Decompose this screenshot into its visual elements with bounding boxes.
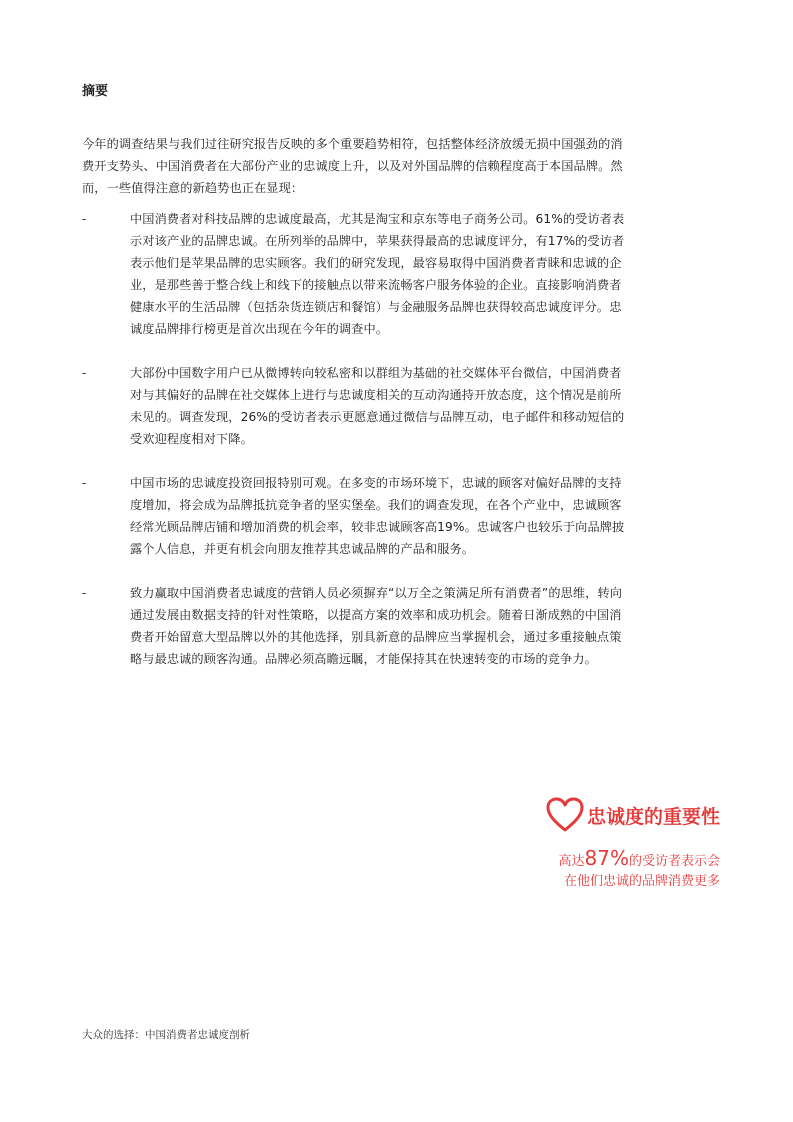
page-title: 摘要 <box>82 84 109 99</box>
bullet-marker: - <box>82 212 87 226</box>
callout-percentage: 87% <box>584 846 629 870</box>
bullet-marker: - <box>82 366 87 380</box>
loyalty-callout <box>520 796 720 892</box>
list-item <box>82 362 627 450</box>
heart-icon <box>545 796 585 834</box>
bullet-text: 致力赢取中国消费者忠诚度的营销人员必须摒弃“以万全之策满足所有消费者”的思维，转向通过发展由数据支持的针对性策略，以提高方案的效率和成功机会。随着日渐成熟的中国消费者开始留意大型品牌以外的其他选择，别具新意的品牌应当掌握机会，通过多重接触点策略与最忠诚的顾客沟通。品牌必须高瞻远瞩，才能保持其在快速转变的市场的竞争力。 <box>130 586 623 666</box>
bullet-marker: - <box>82 586 87 600</box>
list-item <box>82 582 627 670</box>
intro-paragraph: 今年的调查结果与我们过往研究报告反映的多个重要趋势相符，包括整体经济放缓无损中国强劲的消费开支势头、中国消费者在大部份产业的忠诚度上升，以及对外国品牌的信赖程度高于本国品牌。然而，一些值得注意的新趋势也正在显现： <box>82 137 623 195</box>
callout-line-1 <box>520 848 720 872</box>
bullet-text: 中国市场的忠诚度投资回报特别可观。在多变的市场环境下，忠诚的顾客对偏好品牌的支持度增加，将会成为品牌抵抗竞争者的坚实堡垒。我们的调查发现，在各个产业中，忠诚顾客经常光顾品牌店铺和增加消费的机会率，较非忠诚顾客高19%。忠诚客户也较乐于向品牌披露个人信息，并更有机会向朋友推荐其忠诚品牌的产品和服务。 <box>130 476 625 556</box>
callout-line-2: 在他们忠诚的品牌消费更多 <box>563 874 720 889</box>
list-item <box>82 208 627 340</box>
bullet-text: 中国消费者对科技品牌的忠诚度最高，尤其是淘宝和京东等电子商务公司。61%的受访者表示对该产业的品牌忠诚。在所列举的品牌中，苹果获得最高的忠诚度评分，有17%的受访者表示他们是苹果品牌的忠实顾客。我们的研究发现，最容易取得中国消费者青睐和忠诚的企业，是那些善于整合线上和线下的接触点以带来流畅客户服务体验的企业。直接影响消费者健康水平的生活品牌（包括杂货连锁店和餐馆）与金融服务品牌也获得较高忠诚度评分。忠诚度品牌排行榜更是首次出现在今年的调查中。 <box>130 212 625 336</box>
list-item <box>82 472 627 560</box>
bullet-text: 大部份中国数字用户已从微博转向较私密和以群组为基础的社交媒体平台微信，中国消费者对与其偏好的品牌在社交媒体上进行与忠诚度相关的互动沟通持开放态度，这个情况是前所未见的。调查发现，26%的受访者表示更愿意通过微信与品牌互动，电子邮件和移动短信的受欢迎程度相对下降。 <box>130 366 625 446</box>
callout-prefix: 高达 <box>558 854 585 869</box>
bullet-marker: - <box>82 476 87 490</box>
bullet-list <box>82 208 627 692</box>
callout-header <box>520 796 720 834</box>
page-footer: 大众的选择：中国消费者忠诚度剖析 <box>82 1029 250 1041</box>
callout-suffix: 的受访者表示会 <box>628 854 720 869</box>
callout-title: 忠诚度的重要性 <box>586 805 720 828</box>
